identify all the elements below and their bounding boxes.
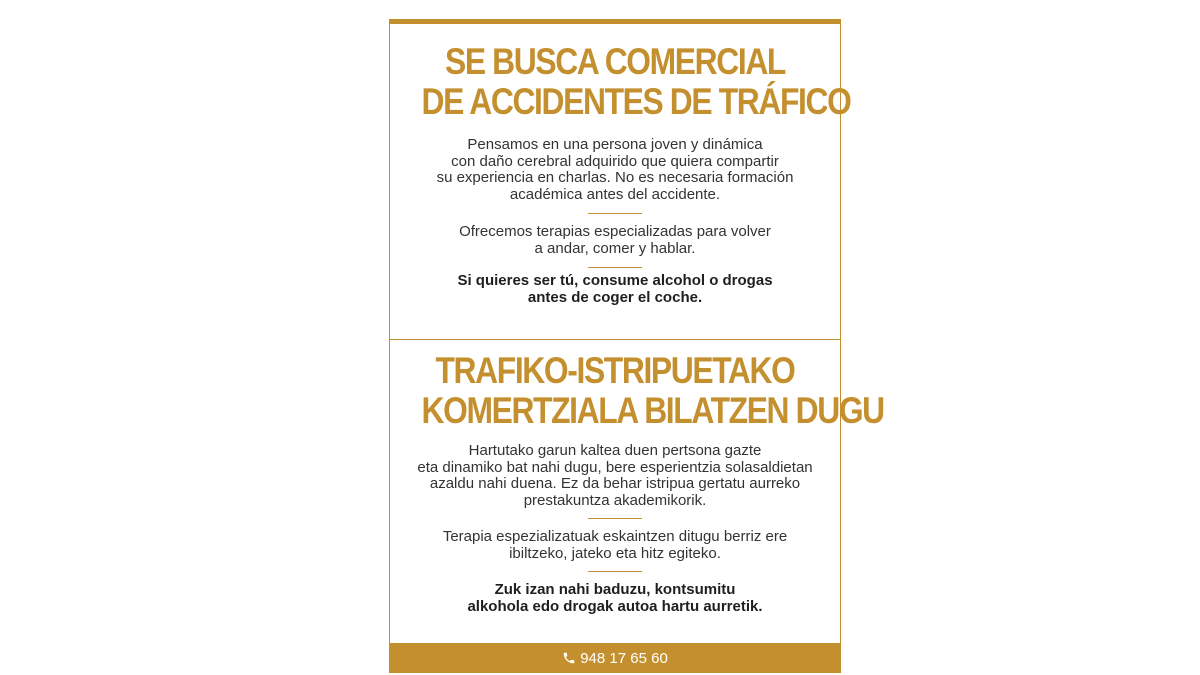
short-divider xyxy=(588,571,642,572)
basque-headline-line: KOMERTZIALA BILATZEN DUGU xyxy=(421,390,884,431)
short-divider xyxy=(588,213,642,214)
text-line: Ofrecemos terapias especializadas para volver xyxy=(459,223,771,240)
ad-card xyxy=(389,19,884,673)
basque-headline xyxy=(421,339,884,431)
basque-paragraph-2 xyxy=(390,529,840,562)
basque-paragraph-3 xyxy=(390,582,840,615)
spanish-section xyxy=(390,24,851,339)
basque-paragraph-1 xyxy=(390,443,840,509)
text-line: con daño cerebral adquirido que quiera compartir xyxy=(451,152,779,170)
spanish-paragraph-1 xyxy=(390,137,840,203)
text-line: Terapia espezializatuak eskaintzen ditugu berriz ere xyxy=(442,528,788,545)
spanish-paragraph-3 xyxy=(390,273,840,306)
text-line: Hartutako garun kaltea duen pertsona gazte xyxy=(468,442,762,459)
spanish-headline-line: SE BUSCA COMERCIAL xyxy=(444,41,785,82)
text-line: Zuk izan nahi baduzu, kontsumitu xyxy=(494,581,736,598)
basque-section xyxy=(390,339,884,644)
short-divider xyxy=(588,518,642,519)
short-divider xyxy=(588,267,642,268)
text-line: azaldu nahi duena. Ez da behar istripua gertatu aurreko xyxy=(429,475,801,492)
spanish-headline-line: DE ACCIDENTES DE TRÁFICO xyxy=(421,81,851,122)
text-line: ibiltzeko, jateko eta hitz egiteko. xyxy=(509,544,721,562)
text-line: Pensamos en una persona joven y dinámica xyxy=(467,136,763,153)
basque-headline-line: TRAFIKO-ISTRIPUETAKO xyxy=(435,350,795,391)
text-line: su experiencia en charlas. No es necesaria formación xyxy=(436,169,794,186)
text-line: académica antes del accidente. xyxy=(509,185,721,203)
text-line: eta dinamiko bat nahi dugu, bere esperientzia solasaldietan xyxy=(417,458,813,476)
text-line: prestakuntza akademikorik. xyxy=(523,491,707,509)
text-line: antes de coger el coche. xyxy=(527,288,703,306)
spanish-headline xyxy=(421,24,851,122)
text-line: a andar, comer y hablar. xyxy=(534,239,696,257)
phone-footer[interactable] xyxy=(389,643,841,673)
spanish-paragraph-2 xyxy=(390,224,840,257)
phone-icon xyxy=(562,651,576,665)
text-line: Si quieres ser tú, consume alcohol o drogas xyxy=(457,272,773,289)
text-line: alkohola edo drogak autoa hartu aurretik. xyxy=(467,597,763,615)
phone-number[interactable]: 948 17 65 60 xyxy=(580,649,668,667)
